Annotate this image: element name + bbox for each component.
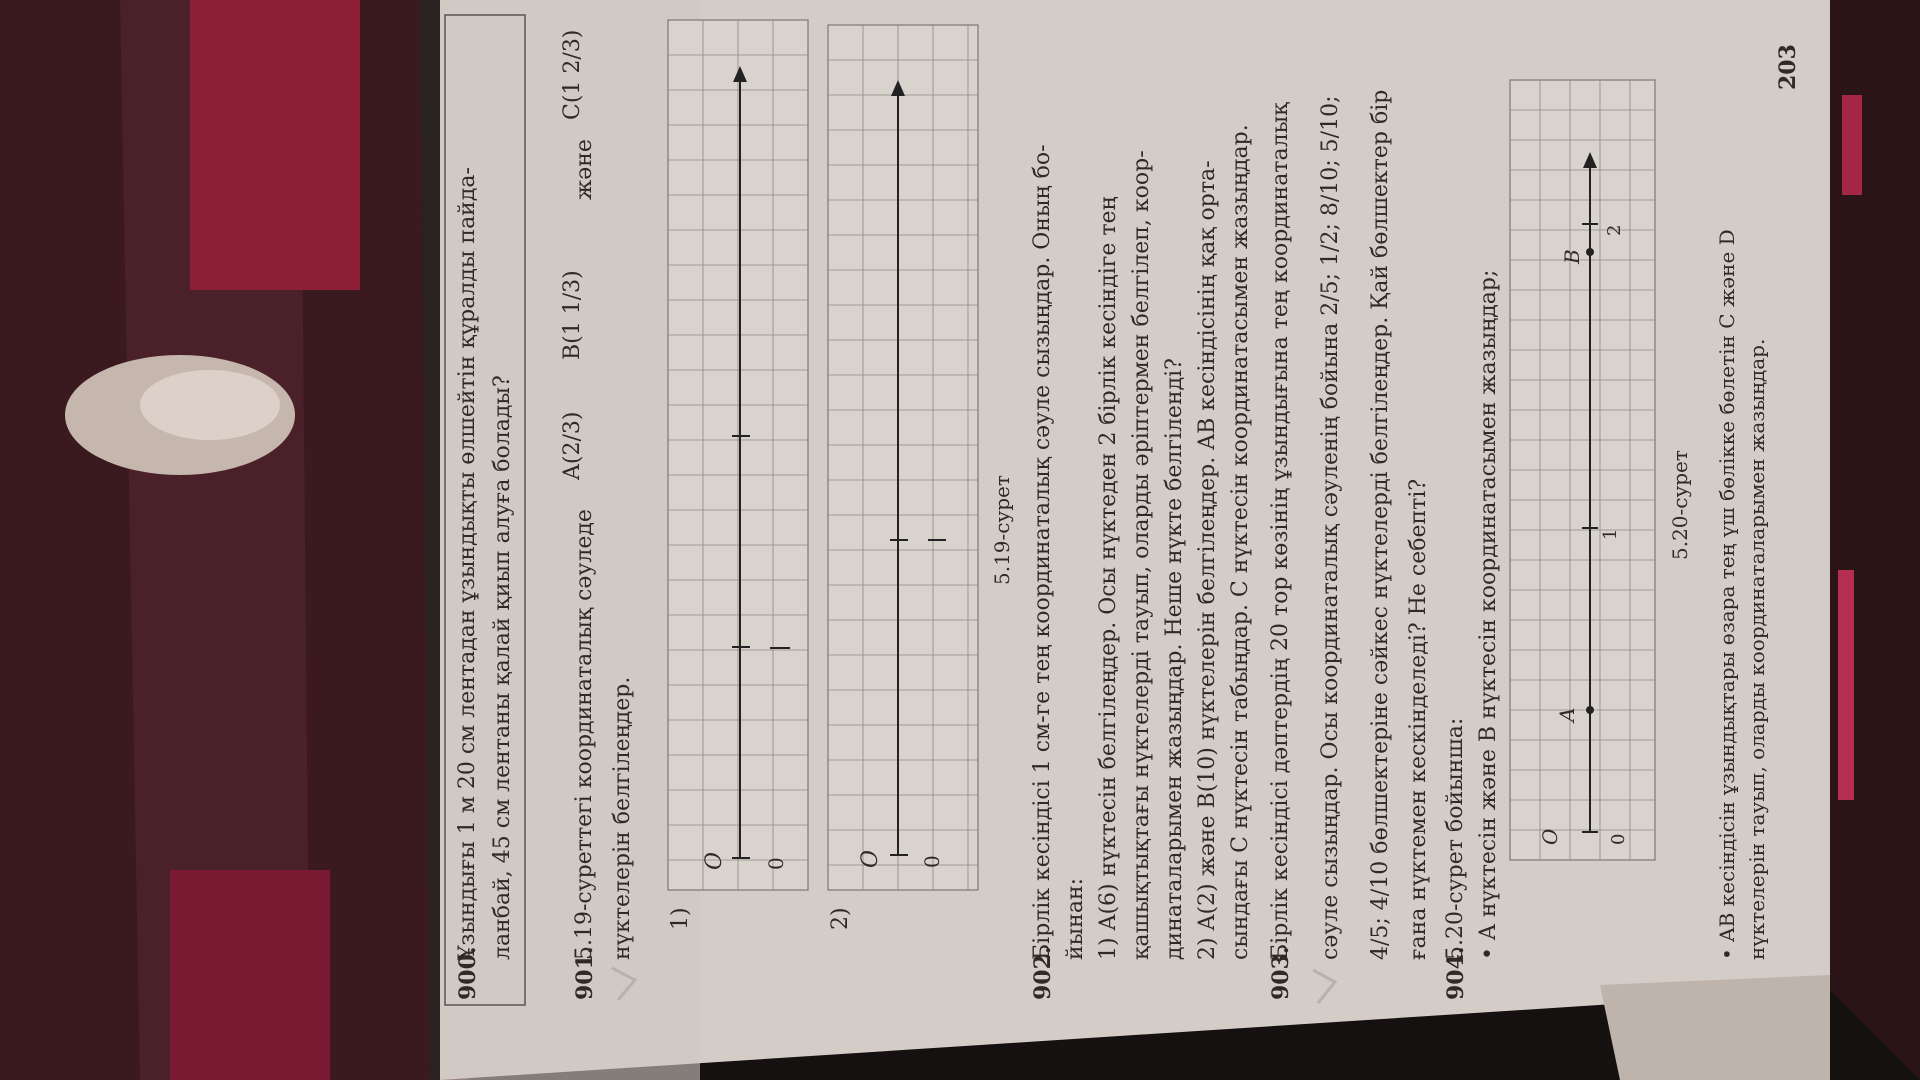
exercise-902-line-1: Бірлік кесіндісі 1 см-ге тең координаталық сәуле сызыңдар. Оның бо- (1030, 144, 1055, 960)
exercise-900-line-2: ланбай, 45 см лентаны қалай қиып алуға болады? (490, 375, 515, 960)
exercise-903-line-3: 4/5; 4/10 бөлшектеріне сәйкес нүктелерді белгілеңдер. Қай бөлшектер бір (1368, 89, 1393, 960)
figure-5-20-label-b: B (1560, 249, 1584, 264)
exercise-904-line-4: нүктелерін тауып, оларды координаталарымен жазыңдар. (1745, 338, 1769, 960)
exercise-902-line-4: қашықтықтағы нүктелерді тауып, оларды әріптермен белгілеп, коор- (1129, 150, 1154, 960)
figure-5-20-label-2: 2 (1604, 224, 1625, 236)
figure-5-20-label-a: A (1555, 707, 1579, 722)
figure-2-zero-label: 0 (920, 855, 944, 868)
point-a-label: A(2/3) (560, 411, 585, 480)
subfigure-2-label: 2) (828, 907, 853, 930)
exercise-902-line-6: 2) A(2) және B(10) нүктелерін белгілеңдер. AB кесіндісінің қақ орта- (1195, 160, 1220, 960)
exercise-903-line-2: сәуле сызыңдар. Осы координаталық сәуленің бойына 2/5; 1/2; 8/10; 5/10; (1318, 95, 1343, 960)
point-c-label: C(1 2/3) (560, 29, 585, 120)
exercise-901-text: 5.19-суреттегі координаталық сәуледе (572, 509, 597, 960)
figure-1-origin-letter: O (702, 851, 727, 870)
exercise-901-number: 901. (572, 946, 598, 1000)
figure-5-20-origin-letter: O (1538, 828, 1562, 845)
figure-5-20-label-0: 0 (1608, 833, 1629, 845)
exercise-904-line-1: 5.20-сурет бойынша: (1443, 717, 1468, 960)
exercise-901-conj: және (572, 139, 597, 200)
subfigure-1-label: 1) (668, 907, 693, 930)
figure-1-zero-label: 0 (764, 857, 788, 870)
exercise-902-number: 902. (1030, 946, 1056, 1000)
exercise-902-line-7: сындағы C нүктесін табыңдар. C нүктесін координатасымен жазыңдар. (1228, 124, 1253, 960)
point-b-label: B(1 1/3) (560, 270, 585, 360)
figure-2-origin-letter: O (858, 849, 883, 868)
exercise-902-line-3: 1) A(6) нүктесін белгілеңдер. Осы нүктеден 2 бірлік кесіндіге тең (1096, 196, 1121, 960)
exercise-902-line-2: йынан: (1063, 877, 1088, 960)
exercise-903-number: 903. (1268, 946, 1294, 1000)
exercise-903-line-1: Бірлік кесіндісі дәптердің 20 тор көзінің ұзындығына тең координаталық (1268, 102, 1293, 960)
exercise-902-line-5: динаталарымен жазыңдар. Неше нүкте белгіленді? (1162, 358, 1187, 960)
figure-5-19-caption: 5.19-сурет (990, 475, 1014, 585)
figure-5-20-caption: 5.20-сурет (1668, 450, 1692, 560)
exercise-900-line-1: Ұзындығы 1 м 20 см лентадан ұзындықты өлшейтін құралды пайда- (455, 167, 480, 960)
exercise-900-number: 900. (455, 946, 481, 1000)
exercise-903-line-4: ғана нүктемен кескінделеді? Не себепті? (1406, 478, 1431, 960)
exercise-904-number: 904. (1443, 946, 1469, 1000)
figure-5-20-label-1: 1 (1600, 528, 1621, 540)
exercise-901-line-2: нүктелерін белгілеңдер. (610, 676, 635, 960)
exercise-904-line-2: • A нүктесін және B нүктесін координатасымен жазыңдар; (1476, 269, 1501, 960)
exercise-904-line-3: • AB кесіндісін ұзындықтары өзара тең үш бөлікке бөлетін C және D (1715, 229, 1739, 960)
page-number: 203 (1775, 44, 1801, 90)
